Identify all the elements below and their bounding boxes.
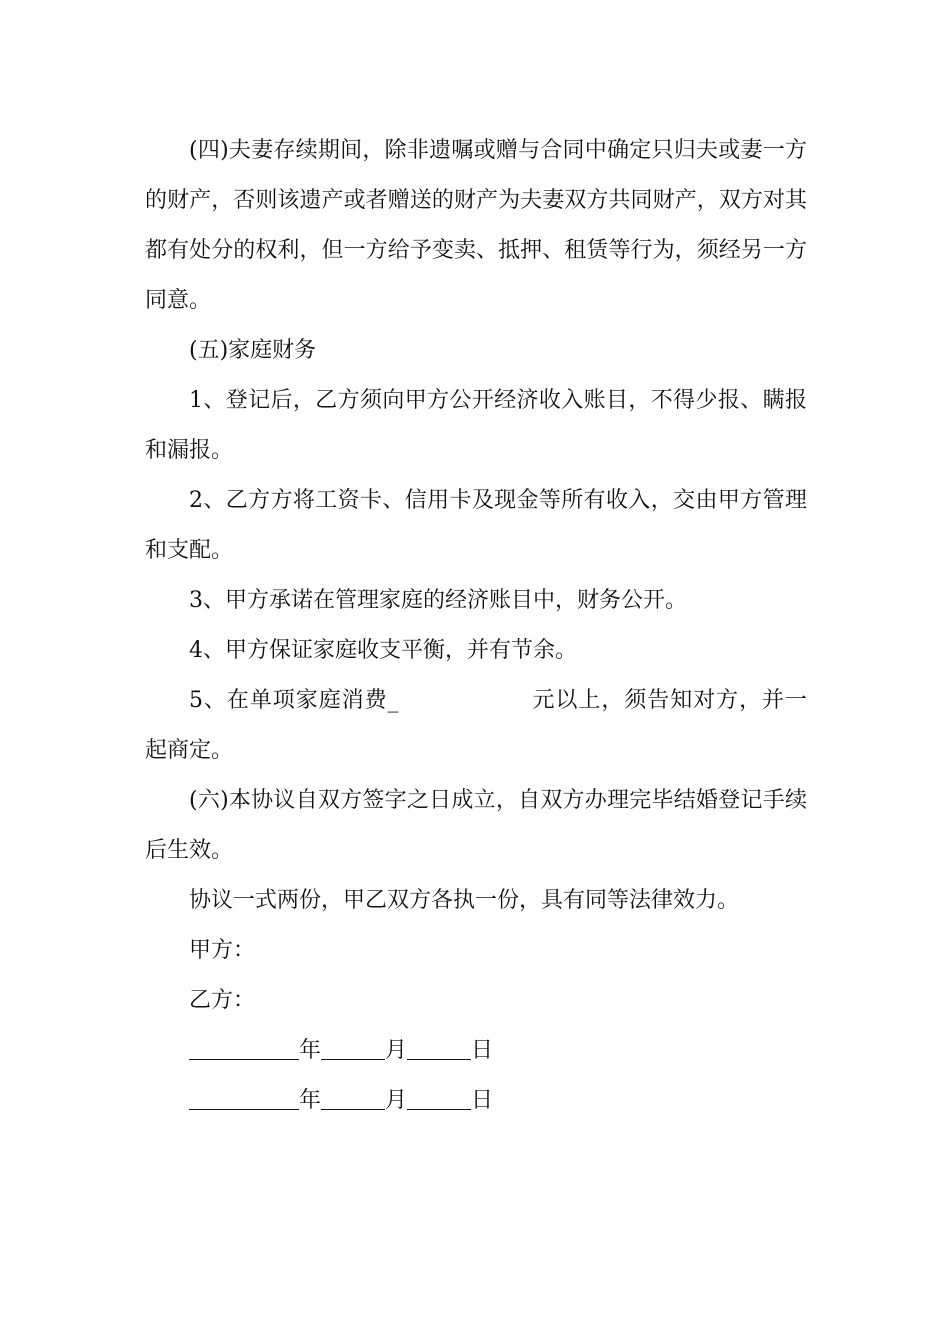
party-a-signature-label: 甲方： <box>189 938 256 963</box>
year-blank <box>189 1083 299 1110</box>
finance-item-5-suffix: 元以上，须告知对方，并一起商定。 <box>145 688 807 763</box>
finance-item-2: 2、乙方方将工资卡、信用卡及现金等所有收入，交由甲方管理和支配。 <box>145 488 807 563</box>
date-line-party-b <box>145 1076 807 1126</box>
finance-item-4: 4、甲方保证家庭收支平衡，并有节余。 <box>189 638 577 663</box>
year-label: 年 <box>299 1038 322 1063</box>
copies-statement: 协议一式两份，甲乙双方各执一份，具有同等法律效力。 <box>189 888 740 913</box>
month-blank <box>321 1033 385 1060</box>
day-label: 日 <box>471 1038 494 1063</box>
clause-4: (四)夫妻存续期间，除非遗嘱或赠与合同中确定只归夫或妻一方的财产，否则该遗产或者赠送的财产为夫妻双方共同财产，双方对其都有处分的权利，但一方给予变卖、抵押、租赁等行为，须经另一方同意。 <box>145 138 807 313</box>
day-label: 日 <box>471 1088 494 1113</box>
year-blank <box>189 1033 299 1060</box>
finance-item-1: 1、登记后，乙方须向甲方公开经济收入账目，不得少报、瞒报和漏报。 <box>145 388 807 463</box>
clause-6: (六)本协议自双方签字之日成立，自双方办理完毕结婚登记手续后生效。 <box>145 788 807 863</box>
month-label: 月 <box>385 1088 408 1113</box>
year-label: 年 <box>299 1088 322 1113</box>
party-b-signature-label: 乙方： <box>189 988 256 1013</box>
month-blank <box>321 1083 385 1110</box>
finance-item-5 <box>145 676 807 776</box>
finance-item-3: 3、甲方承诺在管理家庭的经济账目中，财务公开。 <box>189 588 687 613</box>
document-body <box>145 126 807 1126</box>
clause-5-heading: (五)家庭财务 <box>189 338 317 363</box>
month-label: 月 <box>385 1038 408 1063</box>
date-line-party-a <box>145 1026 807 1076</box>
day-blank <box>407 1083 471 1110</box>
day-blank <box>407 1033 471 1060</box>
finance-item-5-prefix: 5、在单项家庭消费_ <box>189 688 399 713</box>
